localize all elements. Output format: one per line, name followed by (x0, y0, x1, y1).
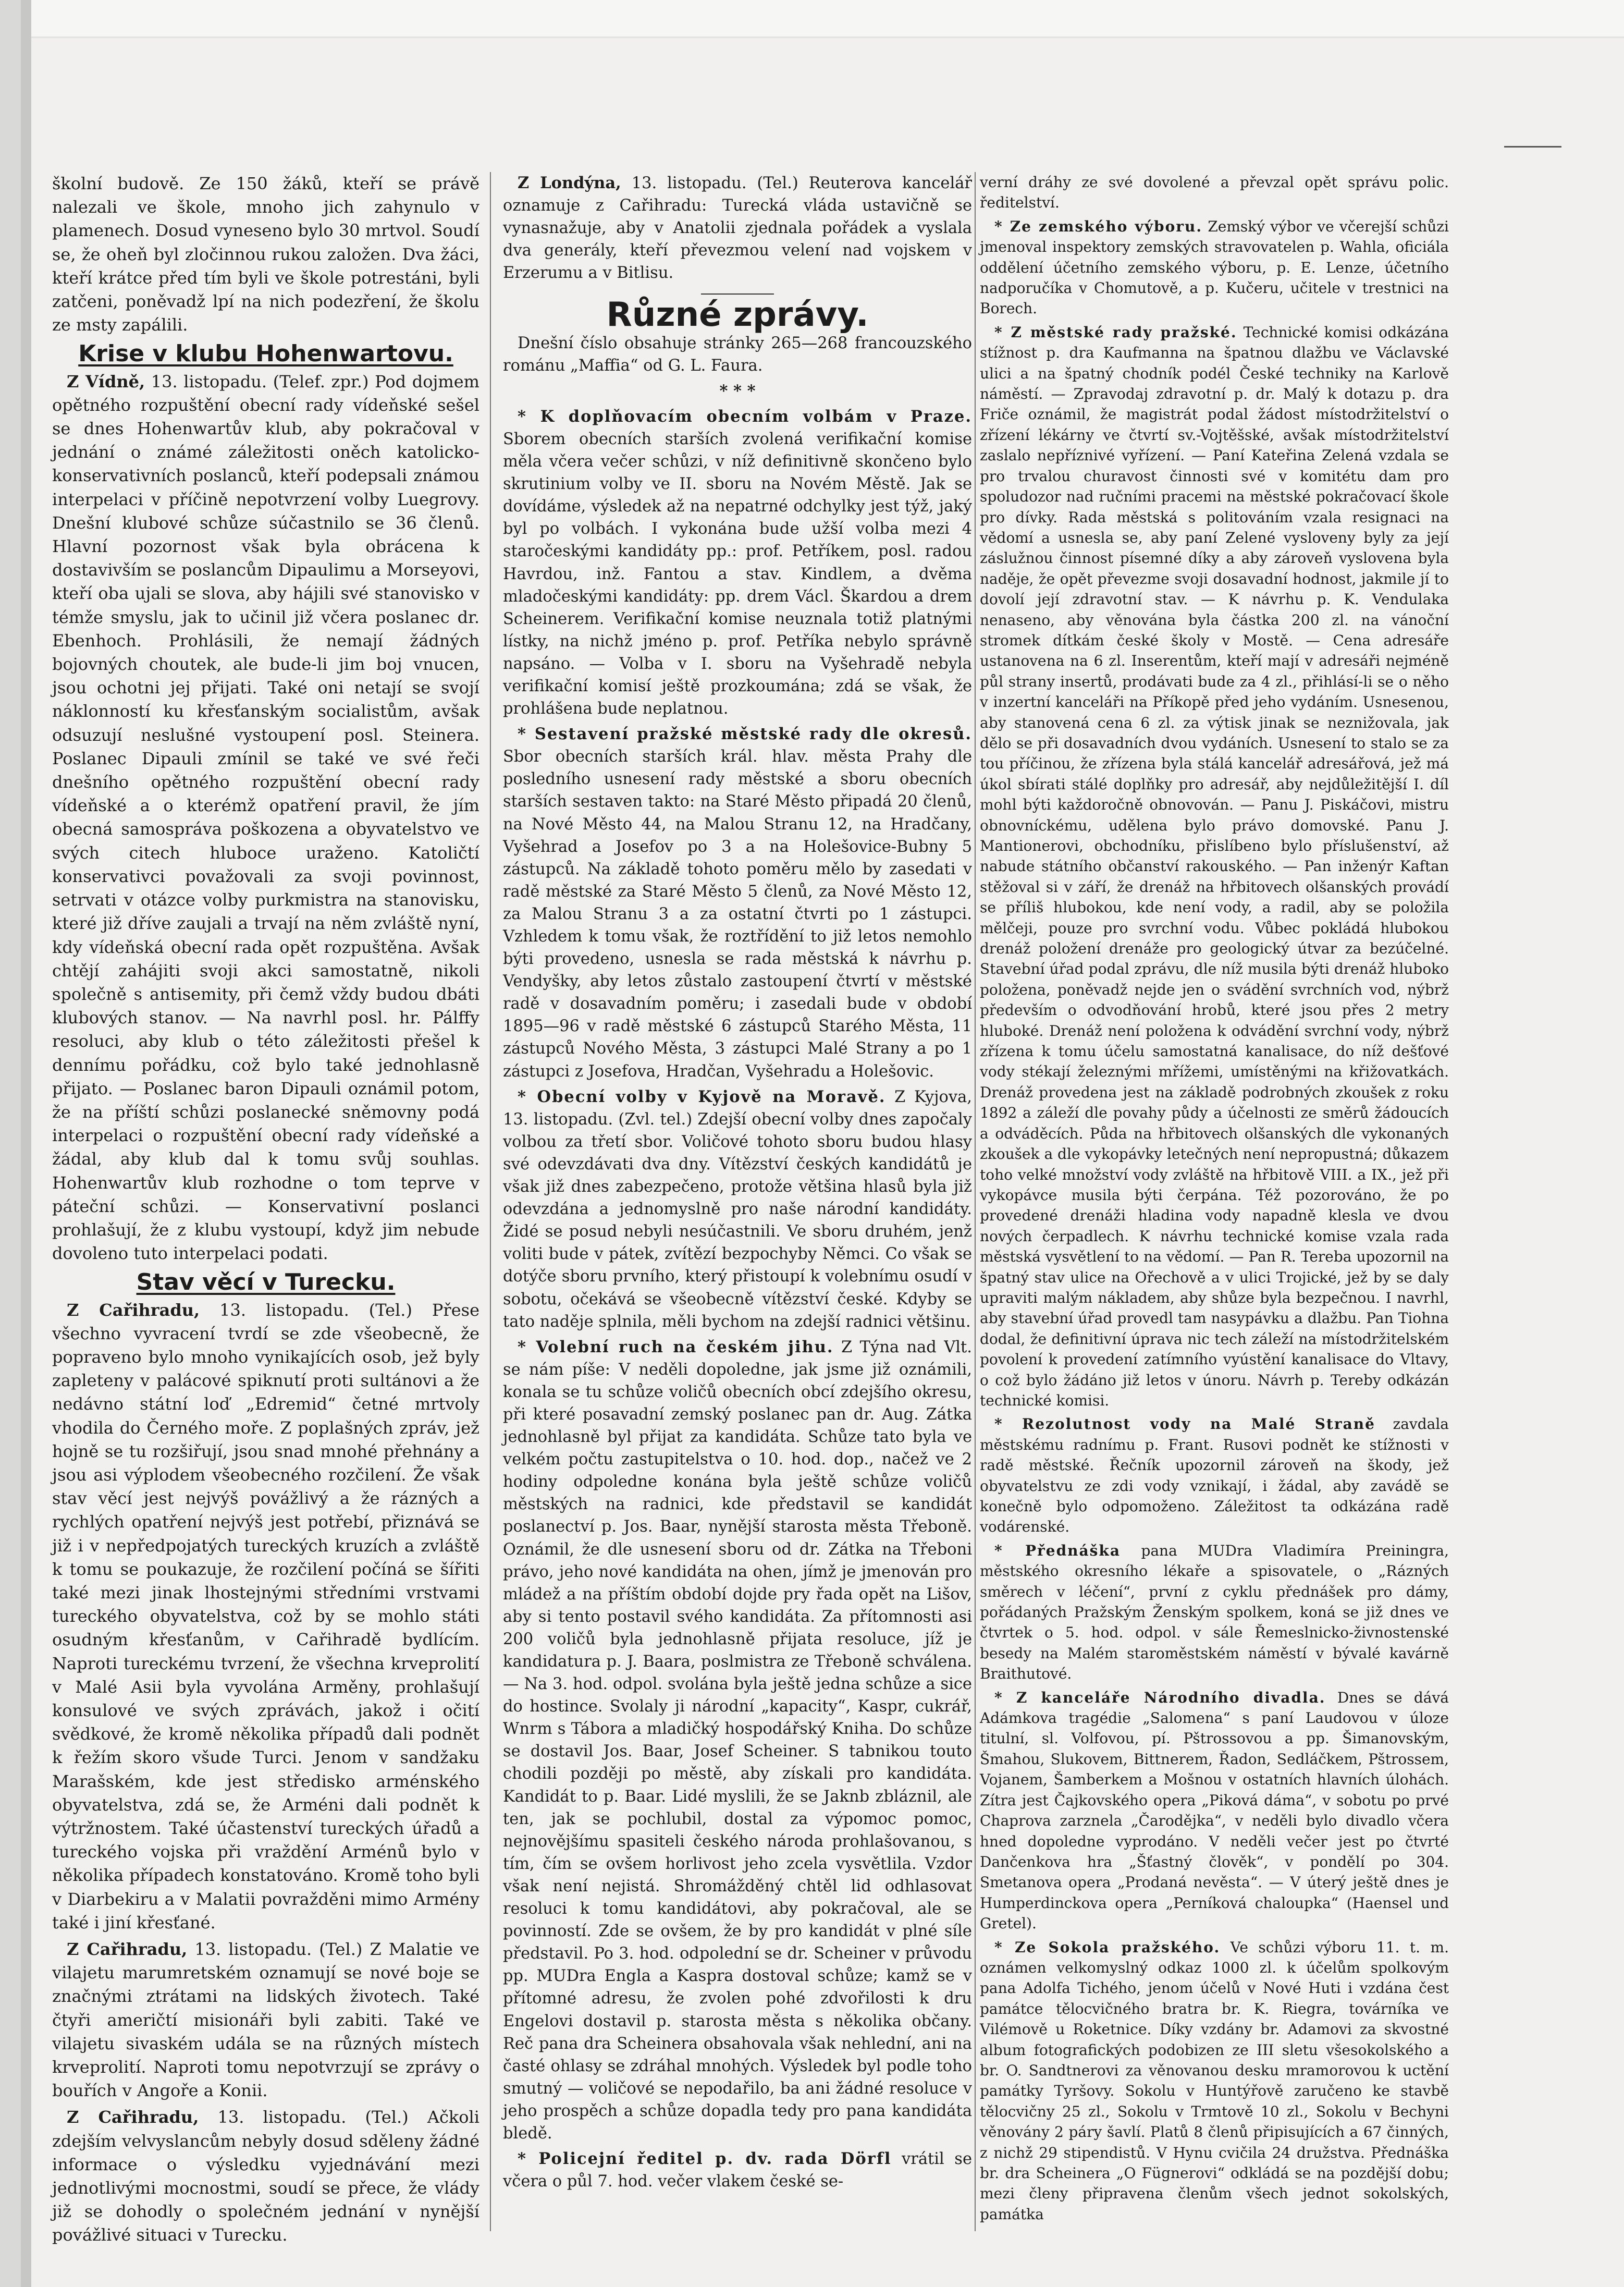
column-middle (503, 172, 972, 2196)
page-left-edge (0, 0, 21, 2287)
article-paragraph (52, 370, 479, 1266)
asterism: * * * (719, 381, 756, 400)
article-text: 13. listopadu. (Tel.) Ačkoli zdejším velvyslancům nebyly dosud sděleny žádné informace o výsledku vyjednávání mezi jednotlivými mocnostmi, soudí se přece, že vlády již se dohodly o společném jednání v nynější povážlivé situaci v Turecku. (52, 2107, 480, 2245)
news-item (503, 406, 972, 720)
news-item (980, 1937, 1449, 2225)
news-item (503, 723, 972, 1083)
article-paragraph (503, 172, 972, 284)
news-item-text: zavdala městskému radnímu p. Frant. Rusovi podnět ke stížnosti v radě městské. Řečník upozornil zároveň na škody, jež obyvatelstvu ze zdi vody vznikají, i žádal, aby zavádě se konečně bylo odpomoženo. Záležitost ta odkázána radě vodárenské. (980, 1415, 1449, 1536)
news-item-heading: * Z městské rady pražské. (994, 323, 1237, 341)
news-item (503, 1086, 972, 1333)
news-item-heading: * K doplňovacím obecním volbám v Praze. (518, 407, 972, 426)
news-item-text: Zemský výbor ve včerejší schůzi jmenoval inspektory zemských stravovatelen p. Wahla, oficiála oddělení účetního zemského výboru, p. E. Lenze, účetního nadporučíka v Chomutově, a p. Kučeru, učitele v trestnici na Borech. (980, 217, 1449, 317)
article-text: 13. listopadu. (Tel.) Reuterova kancelář oznamuje z Cařihradu: Turecká vláda ustavičně se vynasnažuje, aby v Anatolii zjednala pořádek a vyslala dva generály, kteří převezmou velení nad vojskem v Erzerumu a v Bitlisu. (503, 174, 972, 283)
dateline: Z Londýna, (518, 174, 621, 192)
page-top-margin (0, 0, 1624, 38)
news-item-text: Ve schůzi výboru 11. t. m. oznámen velkomyslný odkaz 1000 zl. k účelům spolkovým pana Adolfa Tichého, jenom účelů v Nové Huti i vzdána čest památce tělocvičného bratra br. K. Riegra, továrníka ve Vilémově u Roketnice. Díky vzdány br. Adamovi za skvostné album fotografických podobizen ze III sletu všesokolského a br. O. Sandtnerovi za věnovanou desku mramorovou k uctění památky Tyršovy. Sokolu v Huntýřově zaručeno ke stavbě tělocvičny 25 zl., Sokolu v Trmtově 10 zl., Sokolu v Bechyni věnovány 2 páry šavlí. Platů 8 členů připisujících a 67 činných, z nichž 29 stipendistů. V Hynu cvičila 24 družstva. Přednáška br. dra Scheinera „O Fügnerovi“ odkládá se na pozdější dobu; mezi členy připravena členům všech jednot sokolských, památka (980, 1938, 1449, 2223)
news-item (503, 1336, 972, 2145)
column-rule-1 (490, 172, 491, 2231)
news-item (980, 1687, 1449, 1934)
corner-mark (1504, 146, 1561, 148)
article-heading-turecko: Stav věcí v Turecku. (136, 1269, 396, 1296)
news-item-heading: * Ze Sokola pražského. (994, 1938, 1221, 1956)
news-item-text: pana MUDra Vladimíra Preiningra, městského okresního lékaře a spisovatele, o „Rázných směrech v léčení“, první z cyklu přednášek pro dámy, pořádaných Pražským Ženským spolkem, koná se již dnes ve čtvrtek o 5. hod. odpol. v sále Řemeslnicko-živnostenské besedy na Malém staroměstském náměstí v bývalé kavárně Braithutové. (980, 1542, 1449, 1683)
column-right (980, 172, 1449, 2228)
section-heading-ruzne-zpravy: Různé zprávy. (606, 296, 869, 335)
column-left (52, 172, 479, 2251)
article-paragraph (52, 2106, 479, 2247)
article-text: 13. listopadu. (Tel.) Z Malatie ve vilajetu marumretském oznamují se nové boje se značnými ztrátami na lidských životech. Také čtyři američtí misionáři byli zabiti. Také ve vilajetu sivaském udála se na různých místech krveprolití. Naproti tomu nepotvrzují se zprávy o bouřích v Angoře a Konii. (52, 1939, 480, 2101)
news-item-heading: * Obecní volby v Kyjově na Moravě. (518, 1087, 886, 1106)
news-item-heading: * Policejní ředitel p. dv. rada Dörfl (518, 2149, 892, 2169)
page-binding-shadow (21, 0, 31, 2287)
article-text: 13. listopadu. (Telef. zpr.) Pod dojmem opětného rozpuštění obecní rady vídeňské sešel se dnes Hohenwartův klub, aby pokračoval v jednání o známé záležitosti oněch katolicko-konservativních poslanců, kteří podepsali známou interpelaci v příčině nepotvrzení volby Luegrovy. Dnešní klubové schůze súčastnilo se 36 členů. Hlavní pozornost však byla obrácena k dostavivším se poslancům Dipaulimu a Morseyovi, kteří oba ujali se slova, aby hájili své stanovisko v témže smyslu, jak to učinil již včera poslanec dr. Ebenhoch. Prohlásili, že nemají žádných bojovných choutek, ale bude-li jim boj vnucen, jsou ochotni jej přijati. Také oni netají se svojí náklonností ku křesťanským socialistům, avšak odsuzují neslušné vystoupení posl. Steinera. Poslanec Dipauli zmínil se také ve své řeči dnešního opětného rozpuštění obecní rady vídeňské a o kterémž opatření pravil, že jím obecná samospráva poškozena a obyvatelstvo ve svých citech hluboce uraženo. Katoličtí konservativci považovali za svoji povinnost, setrvati v otázce volby purkmistra na stanovisku, které již dříve zaujali a trvají na něm zvláště nyní, kdy vídeňská obecní rada opět rozpuštěna. Avšak chtějí zahájiti svoji akci samostatně, nikoli společně s antisemity, při čemž vždy budou dbáti klubových stanov. — Na navrhl posl. hr. Pálffy resoluci, aby klub o této záležitosti přešel k dennímu pořádku, což bylo také jednohlasně přijato. — Poslanec baron Dipauli oznámil potom, že na příští schůzi poslanecké sněmovny podá interpelaci o rozpuštění obecní rady vídeňské a žádal, aby klub dal k tomu svůj souhlas. Hohenwartův klub rozhodne o tom teprve v páteční schůzi. — Konservativní poslanci prohlašují, že z klubu vystoupí, když jim nebude dovoleno tuto interpelaci podati. (52, 371, 480, 1264)
news-item-text: Z Týna nad Vlt. se nám píše: V neděli dopoledne, jak jsme již oznámili, konala se tu schůze voličů obecních obcí zdejšího okresu, při které posavadní zemský poslanec pan dr. Aug. Zátka jednohlasně byl přijat za kandidáta. Schůze tato byla ve velkém počtu zastupitelstva o 10. hod. dop., načež ve 2 hodiny odpoledne konána byla ještě schůze voličů městských na radnici, kde představil se kandidát poslanectví p. Jos. Baar, nynější starosta města Třeboně. Oznámil, že dle usnesení sboru od dr. Zátka na Třeboni právo, jeho nové kandidáta na ohen, jímž je jmenován pro mládež a na příštím období dojde pry řada opět na Lišov, aby si tento postavil svého kandidáta. Za přítomnosti asi 200 voličů byla jednohlasně přijata resoluce, jíž je kandidatura p. J. Baara, poslmistra ze Třeboně schválena. — Na 3. hod. odpol. svolána byla ještě jedna schůze a sice do hostince. Svolaly ji národní „kapacity“, Kaspr, cukrář, Wnrm s Tábora a mladičký hospodářský Kniha. Do schůze se dostavil Jos. Baar, Josef Scheiner. S tabnikou touto chodili později po městě, aby získali pro kandidáta. Kandidát to p. Baar. Lidé myslili, že se Jaknb zbláznil, ale ten, jak se pochlubil, dostal za výpomoc pomoc, nejnovějšímu spasiteli českého národa prohlašovanou, s tím, čím se ovšem horlivost jeho zcela vysvětlila. Vzdor však není nejistá. Shromážděný chtěl lid odhlasovat resoluci k tomu kandidátovi, aby pokračoval, ale se povinností. Zde se ovšem, že by pro kandidát v plné síle představil. Po 3. hod. odpolední se dr. Scheiner v průvodu pp. MUDra Engla a Kaspra dostoval schůze; kamž se v přítomné adresu, že zvolen pohé zdvořilosti k dru Engelovi dostavil p. starosta města s několika občany. Reč pana dra Scheinera obsahovala však nehlední, ani na časté ohlasy se zdráhal mnohých. Výsledek byl podle toho smutný — voličové se nepodařilo, ba ani žádné resoluce v jeho prospěch a schůze dopadla tedy pro pana kandidáta bledě. (503, 1338, 972, 2143)
article-paragraph: školní budově. Ze 150 žáků, kteří se právě nalezali ve škole, mnoho jich zahynulo v plamenech. Dosud vyneseno bylo 30 mrtvol. Soudí se, že oheň byl zločinnou rukou založen. Dva žáci, kteří krátce před tím byli ve škole potrestáni, byli zatčeni, poněvadž lpí na nich podezření, že školu ze msty zapálili. (52, 174, 479, 335)
dateline: Z Vídně, (67, 371, 145, 392)
dateline: Z Cařihradu, (67, 1939, 188, 1960)
news-item-text: vrátil se včera o půl 7. hod. večer vlakem české se- (503, 2150, 972, 2191)
news-item-text: Technické komisi odkázána stížnost p. dra Kaufmanna na špatnou dlažbu ve Václavské ulici a na špatný chodník podél České techniky na Karlově náměstí. — Zpravodaj zdravotní p. dr. Malý k dotazu p. dra Friče oznámil, že magistrát podal žádost místodržitelství o zřízení lékárny ve čtvrtí sv.-Vojtěšské, avšak místodržitelství zaslalo nepříznivé vyřízení. — Paní Kateřina Zelená vzdala se pro trvalou churavost činnosti své v komitétu dam pro spoludozor nad ručními pracemi na městské pokračovací škole pro dívky. Rada městská s politováním vzala resignaci na vědomí a usnesla se, aby paní Zelené vysloveny byly za její záslužnou činnost písemné díky a aby zároveň vyslovena byla naděje, že opět převezme svoji dosavadní hodnost, jakmile jí to dovolí její zdravotní stav. — K návrhu p. K. Vendulaka nenaseno, aby věnována byla částka 200 zl. na vánoční stromek dítkám české školy v Mostě. — Cena adresáře ustanovena na 6 zl. Inserentům, kteří mají v adresáři nejméně půl strany insertů, prodávati bude za 4 zl., přihlásí-li se o něho v inzertní kanceláři na Příkopě před jeho vydáním. Usnesenou, aby stanovená cena 6 zl. za výtisk jinak se neznižovala, jak dělo se při dosavadních dvou vydáních. Usnesení to stalo se za tou příčinou, že zřízena byla stálá kancelář adresářová, jež má úkol sbírati stálé doplňky pro adresář, aby nejdůležitější I. díl mohl býti každoročně obnovován. — Panu J. Piskáčovi, mistru obnovníckému, udělena bylo právo domovské. Panu J. Mantionerovi, obchodníku, přislíbeno bylo příslušenství, až nabude státního občanství rakouského. — Pan inženýr Kaftan stěžoval si v září, že drenáž na hřbitovech olšanských provádí se příliš hlubokou, kde není vody, a radil, aby se položila mělčeji, pouze pro svrchní vodu. Vůbec pokládá hlubokou drenáž položení drenáže pro geologický útvar za bezúčelné. Stavební úřad podal zprávu, dle níž musila býti drenáž hluboko položena, poněvadž nejde jen o svádění svrchních vod, nýbrž především o odvodňování hrobů, které jsou přes 2 metry hluboké. Drenáž není položena k odvádění svrchní vody, nýbrž zřízena k tomu účelu samostatná kanalisace, do níž dešťové vody stékají železnými mřížemi, umístěnými na křižovatkách. Drenáž provedena jest na základě podrobných zkoušek z roku 1892 a záleží dle povahy půdy a účelnosti ze směrů žádoucích a odváděcích. Půda na hřbitovech olšanských dle vykonaných zkoušek a dle vykopávky letečných není nepropustná; důkazem toho velké množství vody zvláště na hřbitově VIII. a IX., jež při vykopávce musila býti čerpána. Též pozorováno, že po provedené drenáži hladina vody napadně klesla ve dvou nových čerpadlech. K návrhu technické komise vzala rada městská vysvětlení to na vědomí. — Pan R. Tereba upozornil na špatný stav ulice na Ořechově a v ulici Trojické, jež by se daly upraviti malým nákladem, aby shůze byla bezpečnou. I navrhl, aby stavební úřad provedl tam nasypávku a dlažbu. Pan Tiohna dodal, že definitivní úprava nic tech záleží na místodržitelském povolení k provedení zatímního vyústění kanalisace do Vltavy, o což bylo žádáno již letos v únoru. Návrh p. Tereby odkázán technické komisi. (980, 323, 1449, 1409)
news-item-text: Sbor obecních starších král. hlav. města Prahy dle posledního usnesení rady městské a sboru obecních starších sestaven takto: na Staré Město připadá 20 členů, na Nové Město 44, na Malou Stranu 12, na Hradčany, Vyšehrad a Josefov po 3 a na Holešovice-Bubny 5 zástupců. Na základě tohoto poměru mělo by zasedati v radě městské za Staré Město 5 členů, za Nové Město 12, za Malou Stranu 3 a za ostatní čtvrti po 1 zástupci. Vzhledem k tomu však, že roztřídění to již letos nemohlo býti provedeno, usnesla se rada městská k návrhu p. Vendyšky, aby letos zůstalo zastoupení čtvrtí v městské radě v dosavadním poměru; i zasedali bude v období 1895—96 v radě městské 6 zástupců Starého Města, 11 zástupců Nového Města, 3 zástupci Malé Strany a po 1 zástupci z Josefova, Hradčan, Vyšehradu a Holešovic. (503, 748, 972, 1081)
news-item (980, 216, 1449, 319)
dateline: Z Cařihradu, (67, 1300, 200, 1320)
news-item (980, 322, 1449, 1411)
dateline: Z Cařihradu, (67, 2107, 199, 2127)
article-paragraph: Dnešní číslo obsahuje stránky 265—268 francouzského románu „Maffia“ od G. L. Faura. (503, 334, 972, 375)
article-text: 13. listopadu. (Tel.) Přese všechno vyvracení tvrdí se zde všeobecně, že popraveno bylo mnoho vynikajících osob, jež byly zapleteny v palácové spiknutí proti sultánovi a že nedávno státní loď „Edremid“ četné mrtvoly vhodila do Černého moře. Z poplašných zpráv, jež hojně se tu rozšiřují, jsou snad mnohé přehnány a jsou asi výplodem všeobecného rozčilení. Že však stav věcí jest nejvýš povážlivý a že rázných a rychlých opatření nejvýš jest potřebí, přiznává se již i v nepředpojatých tureckých kruzích a zvláště k tomu se poukazuje, že rozčilení počíná se šířiti také mezi jinak lhostejnými středními vrstvami tureckého obyvatelstva, což by se mohlo státi osudným křesťanům, v Cařihradě bydlícím. Naproti tureckému tvrzení, že všechna krveprolití v Malé Asii byla vyvolána Arměny, prohlašují konsulové ve svých zprávách, jakož i očití svědkové, že kromě několika případů dali podnět k řežím skoro všude Turci. Jenom v sandžaku Marašském, kde jest střediskо arménského obyvatelstva, zdá se, že Arméni dali podnět k výtržnostem. Také účastenství tureckých úřadů a tureckého vojska při vraždění Arménů bylo v několika případech konstatováno. Kromě toho byli v Diarbekiru a v Malatii povražděni mimo Armény také i jiní křesťané. (52, 1300, 480, 1933)
news-item-text: Z Kyjova, 13. listopadu. (Zvl. tel.) Zdejší obecní volby dnes započaly volbou za třetí sbor. Voličové tohoto sboru budou hlasy své odevzdávati dva dny. Vítězství českých kandidátů je však již dnes zabezpečeno, protože většina hlasů byla již odevzdána a jednomyslně pro naše národní kandidáty. Židé se posud nebyli nesúčastnili. Ve sboru druhém, jenž voliti bude v pátek, zvítězí bezpochyby Němci. Co však se dotýče sboru prvního, který přistoupí k volebnímu osudí v sobotu, očekává se všeobecně vítězství české. Kdyby se tato naděje splnila, měli bychom na zdejší radnici většinu. (503, 1087, 973, 1331)
column-rule-2 (975, 172, 976, 2231)
news-item (980, 1540, 1449, 1684)
article-heading-hohenwart: Krise v klubu Hohenwartovu. (78, 340, 453, 368)
section-divider (701, 293, 774, 295)
news-item-heading: * Z kanceláře Národního divadla. (994, 1689, 1326, 1706)
news-item-text: Dnes se dává Adámkova tragédie „Salomena“ s paní Laudovou v úloze titulní, sl. Volfovou, pí. Pštrossovou a pp. Šimanovským, Šmahou, Slukovem, Bittnerem, Řadon, Sedláčkem, Pštrossem, Vojanem, Šamberkem a Mošnou v ostatních hlavních úlohách. Zítra jest Čajkovského opera „Piková dáma“, v sobotu po prvé Chaprova zarznela „Čarodějka“, v neděli bylo divadlo včera hned dopoledne vyprodáno. V neděli večer jest po čtvrté Dančenkova hra „Šťastný člověk“, v pondělí po 304. Smetanova opera „Prodaná nevěsta“. — V úterý ještě dnes je Humperdinckova opera „Perníková chaloupka“ (Haensel und Gretel). (980, 1689, 1449, 1933)
news-item (980, 1414, 1449, 1537)
article-paragraph: verní dráhy ze své dovolené a převzal opět správu polic. ředitelství. (980, 174, 1449, 212)
news-item (503, 2148, 972, 2193)
news-item-heading: * Volební ruch na českém jihu. (518, 1337, 834, 1356)
news-item-heading: * Přednáška (994, 1542, 1121, 1559)
news-item-text: Sborem obecních starších zvolená verifikační komise měla včera večer schůzi, v níž definitivně skončeno bylo skrutinium volby ve II. sboru na Novém Městě. Jak se dovídáme, výsledek až na nepatrné odchylky jest týž, jaký byl po volbách. I vykonána bude užší volba mezi 4 staročeskými kandidáty pp.: prof. Petříkem, posl. radou Havrdou, inž. Fantou a stav. Kindlem, a dvěma mladočeskými kandidáty: pp. drem Václ. Škardou a drem Scheinerem. Verifikační komise neuznala totiž platnými lístky, na nichž jméno p. prof. Petříka nebylo správně napsáno. — Volba v I. sboru na Vyšehradě nebyla verifikační komisí ještě prozkoumána; zdá se však, že prohlášena bude neplatnou. (503, 430, 972, 718)
article-paragraph (52, 1299, 479, 1935)
news-item-heading: * Rezolutnost vody na Malé Straně (994, 1415, 1375, 1433)
news-item-heading: * Sestavení pražské městské rady dle okresů. (518, 725, 972, 744)
news-item-heading: * Ze zemského výboru. (994, 217, 1203, 235)
article-paragraph (52, 1938, 479, 2102)
